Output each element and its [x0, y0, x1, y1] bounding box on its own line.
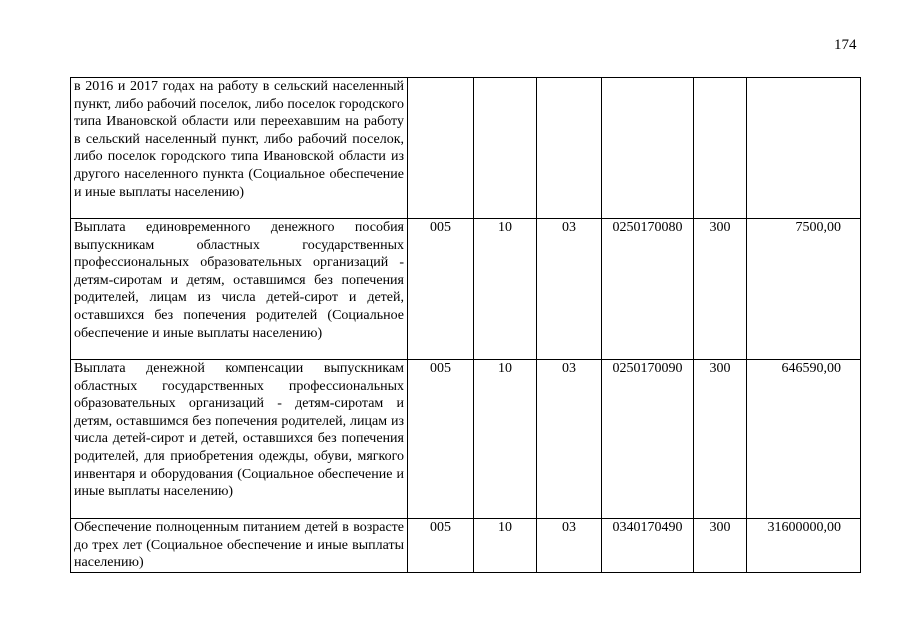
subsection-code: 03 — [537, 219, 602, 360]
page-number: 174 — [834, 37, 857, 53]
row-description: Выплата единовременного денежного пособия выпускникам областных государственных профессиональных образовательных организаций - детям-сиротам и детям, оставшимся без попечения родителей, лицам из числа детей-сирот и детей, оставшихся без попечения родителей (Социальное обеспечение и иные выплаты населению) — [71, 219, 408, 360]
expense-type-code: 300 — [694, 219, 747, 360]
expense-type-code — [694, 78, 747, 219]
target-article-code — [602, 78, 694, 219]
target-article-code: 0250170080 — [602, 219, 694, 360]
table-row — [71, 360, 861, 519]
subsection-code: 03 — [537, 360, 602, 519]
amount — [747, 78, 861, 219]
ministry-code: 005 — [408, 519, 474, 573]
budget-table — [70, 77, 861, 573]
row-description: в 2016 и 2017 годах на работу в сельский населенный пункт, либо рабочий поселок, либо поселок городского типа Ивановской области или переехавшим на работу в сельский населенный пункт, либо рабочий поселок, либо поселок городского типа Ивановской области из другого населенного пункта (Социальное обеспечение и иные выплаты населению) — [71, 78, 408, 219]
ministry-code: 005 — [408, 360, 474, 519]
table-row — [71, 219, 861, 360]
expense-type-code: 300 — [694, 360, 747, 519]
target-article-code: 0250170090 — [602, 360, 694, 519]
table-row — [71, 78, 861, 219]
ministry-code: 005 — [408, 219, 474, 360]
subsection-code: 03 — [537, 519, 602, 573]
section-code: 10 — [474, 219, 537, 360]
row-description: Обеспечение полноценным питанием детей в возрасте до трех лет (Социальное обеспечение и иные выплаты населению) — [71, 519, 408, 573]
ministry-code — [408, 78, 474, 219]
subsection-code — [537, 78, 602, 219]
section-code: 10 — [474, 519, 537, 573]
amount: 31600000,00 — [747, 519, 861, 573]
table-row — [71, 519, 861, 573]
section-code — [474, 78, 537, 219]
row-description: Выплата денежной компенсации выпускникам областных государственных профессиональных образовательных организаций - детям-сиротам и детям, оставшимся без попечения родителей, лицам из числа детей-сирот и детей, оставшихся без попечения родителей, для приобретения одежды, обуви, мягкого инвентаря и оборудования (Социальное обеспечение и иные выплаты населению) — [71, 360, 408, 519]
target-article-code: 0340170490 — [602, 519, 694, 573]
section-code: 10 — [474, 360, 537, 519]
amount: 7500,00 — [747, 219, 861, 360]
amount: 646590,00 — [747, 360, 861, 519]
expense-type-code: 300 — [694, 519, 747, 573]
